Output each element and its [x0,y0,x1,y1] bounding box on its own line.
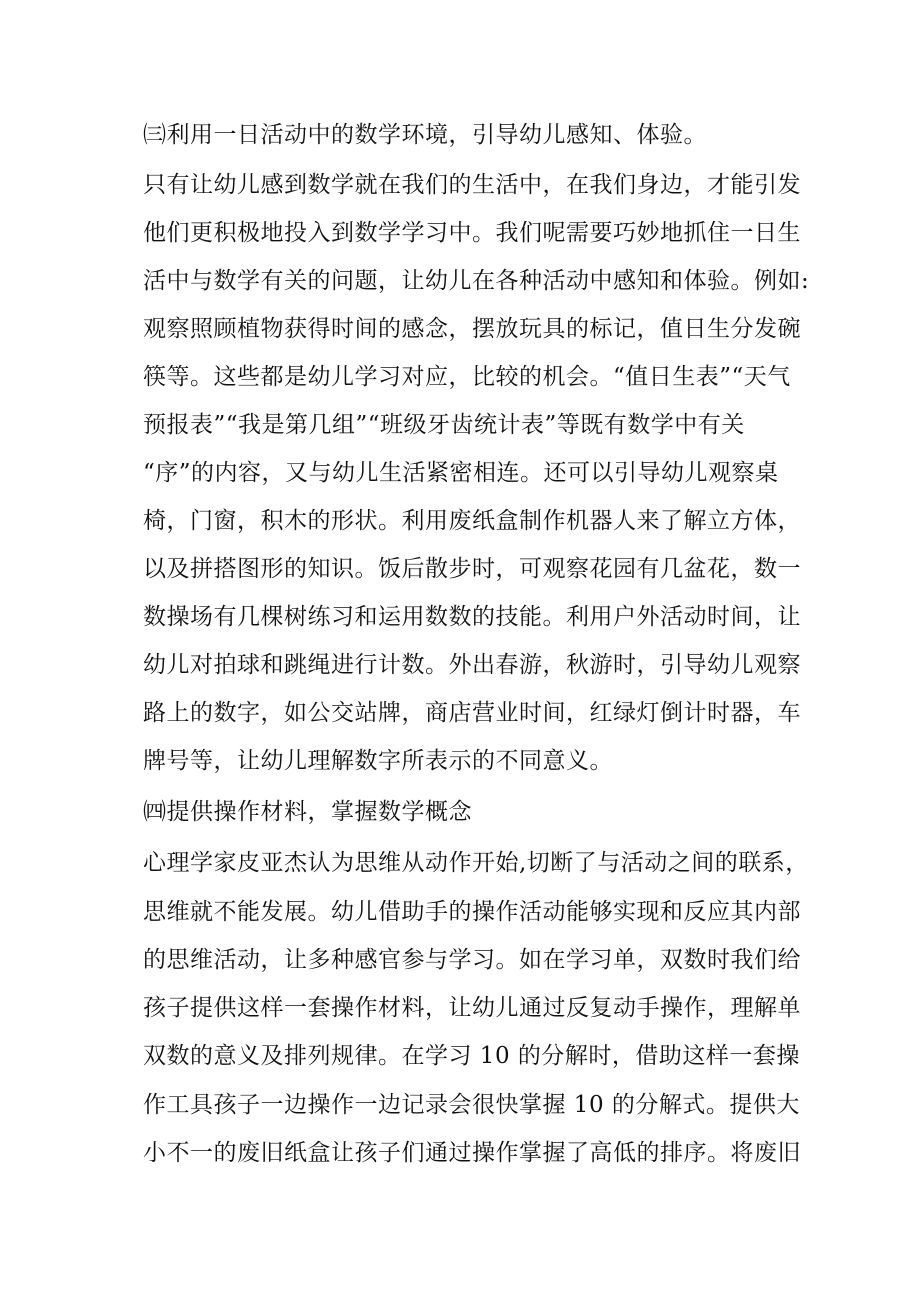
section-heading-3: ㈢利用一日活动中的数学环境，引导幼儿感知、体验。 [143,122,707,148]
paragraph-line: 小不一的废旧纸盒让孩子们通过操作掌握了高低的排序。将废旧 [143,1140,801,1166]
paragraph-line: 以及拼搭图形的知识。饭后散步时，可观察花园有几盆花，数一 [143,556,801,582]
paragraph-line: 观察照顾植物获得时间的感念，摆放玩具的标记，值日生分发碗 [143,316,801,342]
paragraph-line: 筷等。这些都是幼儿学习对应，比较的机会。“值日生表”“天气 [143,364,791,390]
paragraph-line: “序”的内容，又与幼儿生活紧密相连。还可以引导幼儿观察桌 [143,460,779,486]
paragraph-line: 只有让幼儿感到数学就在我们的生活中，在我们身边，才能引发 [143,172,801,198]
paragraph-line: 双数的意义及排列规律。在学习 10 的分解时，借助这样一套操 [143,1043,800,1069]
paragraph-line: 牌号等，让幼儿理解数字所表示的不同意义。 [143,748,613,774]
paragraph-line: 思维就不能发展。幼儿借助手的操作活动能够实现和反应其内部 [143,899,801,925]
paragraph-line: 活中与数学有关的问题，让幼儿在各种活动中感知和体验。例如: [143,268,810,294]
paragraph-line: 预报表”“我是第几组”“班级牙齿统计表”等既有数学中有关 [143,412,745,438]
paragraph-line: 路上的数字，如公交站牌，商店营业时间，红绿灯倒计时器，车 [143,700,801,726]
paragraph-line: 数操场有几棵树练习和运用数数的技能。利用户外活动时间，让 [143,604,801,630]
section-heading-4: ㈣提供操作材料，掌握数学概念 [143,799,472,825]
paragraph-line: 幼儿对拍球和跳绳进行计数。外出春游，秋游时，引导幼儿观察 [143,652,801,678]
paragraph-line: 他们更积极地投入到数学学习中。我们呢需要巧妙地抓住一日生 [143,220,801,246]
paragraph-line: 心理学家皮亚杰认为思维从动作开始,切断了与活动之间的联系， [143,850,809,876]
paragraph-line: 椅，门窗，积木的形状。利用废纸盒制作机器人来了解立方体， [143,508,801,534]
paragraph-line: 作工具孩子一边操作一边记录会很快掌握 10 的分解式。提供大 [143,1092,800,1118]
paragraph-line: 的思维活动，让多种感官参与学习。如在学习单，双数时我们给 [143,947,801,973]
paragraph-line: 孩子提供这样一套操作材料，让幼儿通过反复动手操作，理解单 [143,995,801,1021]
